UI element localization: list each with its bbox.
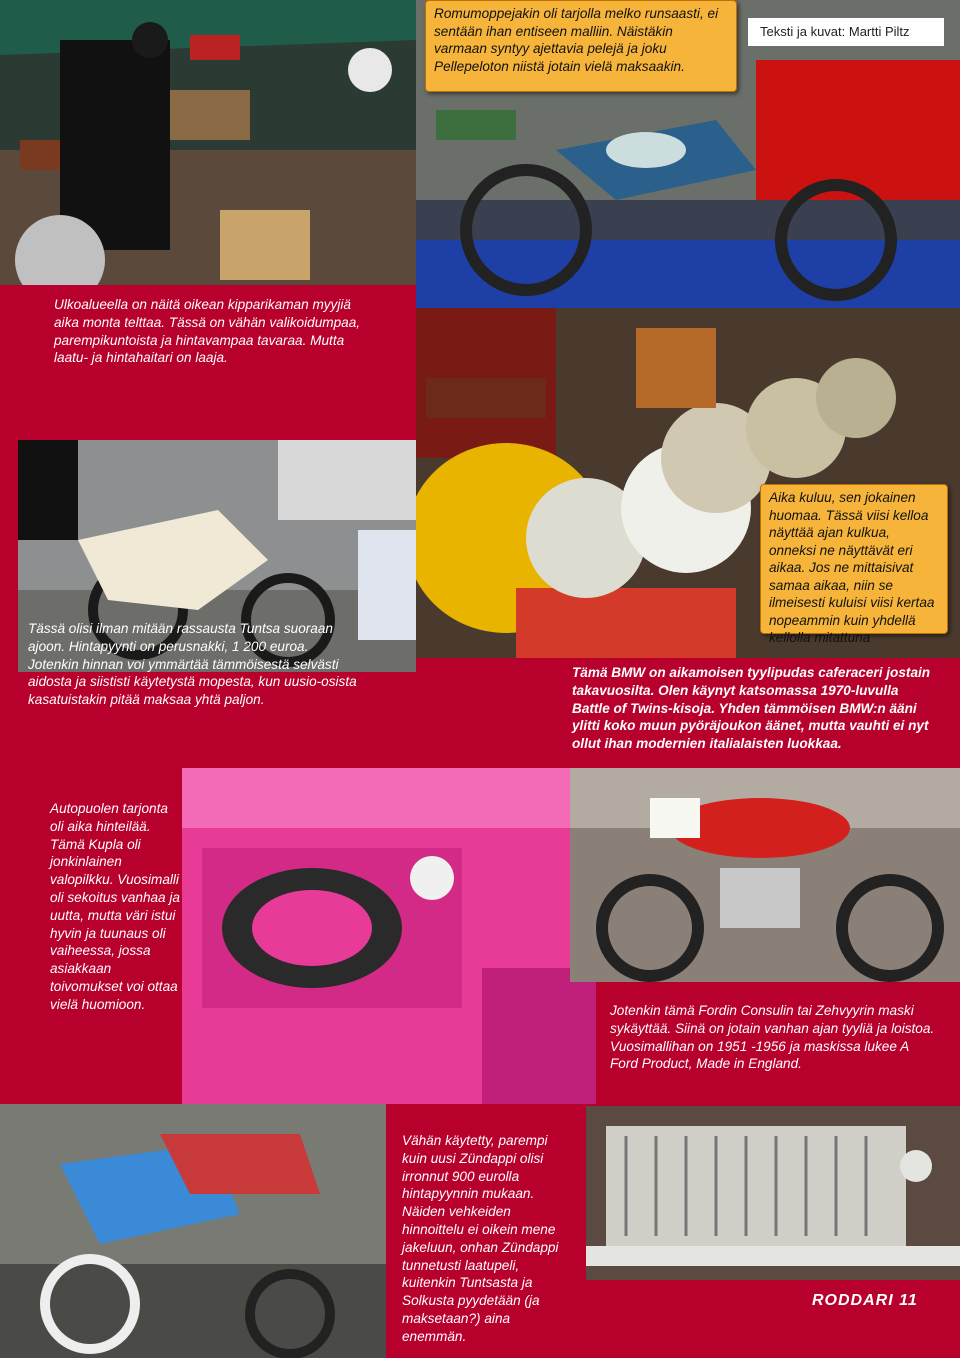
- caption-clocks: Aika kuluu, sen jokainen huomaa. Tässä viisi kelloa näyttää ajan kulkua, onneksi ne näyttävät eri aikaa. Jos ne mittaisivat samaa aikaa, niin se ilmeisesti kuluisi viisi kertaa nopeammin kuin yhdellä kellolla mitattuna: [760, 484, 948, 634]
- photo-market-tent: [0, 0, 416, 285]
- caption-white-moped: Tässä olisi ilman mitään rassausta Tuntsa suoraan ajoon. Hintapyynti on perusnakki, 1 200 euroa. Jotenkin hinnan voi ymmärtää tämmöisestä selvästi aidosta ja siististi käytetystä mopesta, kun uusio-osista kasatuistakin pitää maksaa yhtä paljon.: [28, 621, 357, 708]
- photo-credit: Teksti ja kuvat: Martti Piltz: [748, 18, 944, 46]
- photo-bmw: [570, 768, 960, 982]
- photo-pink-beetle: [182, 768, 596, 1104]
- caption-zundapp: Vähän käytetty, parempi kuin uusi Zündappi olisi irronnut 900 eurolla hintapyynnin mukaan. Näiden vehkeiden hinnoittelu ei oikein mene jakeluun, onhan Zündappi tunnetusti laatupeli, kuitenkin Tuntsasta ja Solkusta pyydetään (ja maksetaan?) aina enemmän.: [402, 1133, 559, 1344]
- photo-zundapp: [0, 1104, 386, 1358]
- caption-ford: Jotenkin tämä Fordin Consulin tai Zehvyyrin maski sykäyttää. Siinä on jotain vanhan ajan tyyliä ja loistoa. Vuosimallihan on 1951 -1956 ja maskissa lukee A Ford Product, Made in England.: [610, 1003, 935, 1072]
- caption-beetle: Autopuolen tarjonta oli aika hinteilää. Tämä Kupla oli jonkinlainen valopilkku. Vuosimalli oli sekoitus vanhaa ja uutta, mutta väri istui hyvin ja tuunaus oli vaiheessa, jossa asiakkaan toivomukset voi ottaa vielä huomioon.: [50, 801, 180, 1012]
- caption-bmw: Tämä BMW on aikamoisen tyylipudas caferaceri jostain takavuosilta. Olen käynyt katsomassa 1970-luvulla Battle of Twins-kisoja. Yhden tämmöisen BMW:n ääni ylitti koko muun pyöräjoukon äänet, mutta vauhti ei nyt ollut ihan modernien italialaisten luokkaa.: [572, 665, 931, 752]
- caption-scrap-mopeds: Romumoppejakin oli tarjolla melko runsaasti, ei sentään ihan entiseen malliin. Näistäkin varmaan syntyy ajettavia pelejä ja joku Pellepeloton niistä jotain vielä maksaakin.: [425, 0, 737, 92]
- caption-outdoor-market: Ulkoalueella on näitä oikean kipparikaman myyjiä aika monta telttaa. Tässä on vähän valikoidumpaa, parempikuntoista ja hintavampaa tavaraa. Mutta laatu- ja hintahaitari on laaja.: [54, 297, 361, 366]
- page-footer: RODDARI 11: [812, 1292, 918, 1309]
- photo-ford-grille: [586, 1106, 960, 1280]
